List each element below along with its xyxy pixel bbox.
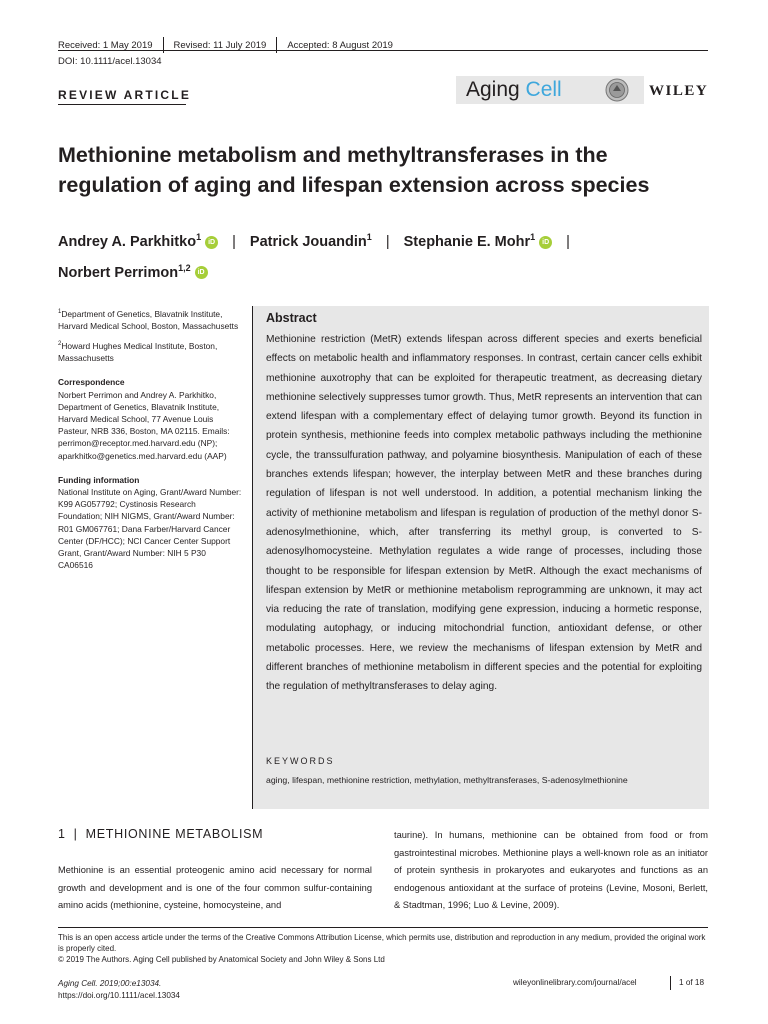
received-date: Received: 1 May 2019 <box>58 39 153 51</box>
author-divider: | <box>385 233 390 250</box>
header-rule <box>58 50 708 51</box>
section-divider: | <box>73 827 78 841</box>
accepted-date: Accepted: 8 August 2019 <box>287 39 393 51</box>
journal-name-part2: Cell <box>525 78 562 101</box>
journal-logo <box>466 78 562 102</box>
title-line: Methionine metabolism and methyltransferases in the <box>58 143 608 167</box>
abstract-text: Methionine restriction (MetR) extends lifespan across different species and exerts beneficial effects on metabolic health and inflammatory responses. In contrast, certain cancer cells exhibit methionine auxotrophy that can be exploited for therapeutic treatment, as decreasing dietary methionine selectively suppresses tumor growth. Thus, MetR represents an intervention that can extend lifespan with a complementary effect of delaying tumor growth. Beyond its function in protein synthesis, methionine feeds into complex metabolic pathways including the methionine cycle, the transsulfuration pathway, and polyamine biosynthesis. Manipulation of each of these branches extends lifespan; however, the interplay between MetR and these branches during regulation of lifespan is not well understood. In addition, a potential mechanism linking the activity of methionine metabolism and lifespan is regulation of production of the methyl donor S-adenosylmethionine, which, after transferring its methyl group, is converted to S-adenosylhomocysteine. Methylation regulates a wide range of processes, including those thought to be responsible for lifespan extension by MetR. Although the exact mechanisms of lifespan extension by MetR or methionine metabolism reprogramming are unknown, it may act via reducing the rate of translation, modifying gene expression, inducing a hormetic response, modulating autophagy, or inducing mitochondrial function, antioxidant defense, or other metabolic processes. Here, we review the mechanisms of lifespan extension by MetR and different branches of methionine metabolism in different species and the potential for exploiting the regulation of methyltransferases to delay aging. <box>266 334 702 693</box>
author-affiliation-sup: 1 <box>530 232 536 242</box>
section-number: 1 <box>58 827 66 841</box>
keywords-heading: KEYWORDS <box>266 756 335 766</box>
doi-link[interactable]: https://doi.org/10.1111/acel.13034 <box>58 991 180 1000</box>
correspondence-heading: Correspondence <box>58 377 125 388</box>
section-heading <box>58 827 263 841</box>
author-affiliation-sup: 1 <box>366 232 372 242</box>
orcid-icon[interactable]: iD <box>195 266 208 279</box>
author-name[interactable]: Patrick Jouandin <box>249 233 367 250</box>
affiliation-sup: 2 <box>58 341 62 348</box>
revised-date: Revised: 11 July 2019 <box>173 39 267 51</box>
citation-block <box>58 978 180 1002</box>
author-name[interactable]: Andrey A. Parkhitko <box>58 233 197 250</box>
society-seal-icon <box>604 78 630 102</box>
correspondence-text: Norbert Perrimon and Andrey A. Parkhitko, Department of Genetics, Blavatnik Institute, Harvard Medical School, 77 Avenue Louis Pasteur, NRB 336, Boston, MA 02115. Emails: perrimon@receptor.med.harvard.edu (NP); aparkhitko@genetics.med.harvard.edu (AAP) <box>58 389 230 461</box>
page-number: 1 of 18 <box>679 978 705 987</box>
license-text: This is an open access article under the terms of the Creative Commons Attribution License, which permits use, distribution and reproduction in any medium, provided the original work is properly cited. <box>58 933 706 953</box>
author-name[interactable]: Stephanie E. Mohr <box>403 233 531 250</box>
keywords-text: aging, lifespan, methionine restriction, methylation, methyltransferases, S-adenosylmethionine <box>266 775 628 785</box>
article-title <box>58 140 678 200</box>
article-sidebar <box>58 306 242 577</box>
article-type-underline <box>58 104 186 105</box>
affiliation-text: Howard Hughes Medical Institute, Boston, Massachusetts <box>58 341 218 364</box>
section-title: METHIONINE METABOLISM <box>85 827 264 841</box>
author-name[interactable]: Norbert Perrimon <box>58 264 179 281</box>
affiliation-1 <box>58 306 242 332</box>
funding-text: National Institute on Aging, Grant/Award Number: K99 AG057792; Cystinosis Research Foundation; NIH NIGMS, Grant/Award Number: R01 GM067761; Dana Farber/Harvard Cancer Center (DF/HCC); NCI Cancer Center Support Grant, Grant/Award Number: NIH 5 P30 CA06516 <box>58 487 242 571</box>
body-column-left: Methionine is an essential proteogenic amino acid necessary for normal growth and development and is one of the four common sulfur-containing amino acids (methionine, cysteine, homocysteine, and <box>58 865 372 910</box>
affiliation-text: Department of Genetics, Blavatnik Institute, Harvard Medical School, Boston, Massachusetts <box>58 308 239 331</box>
funding-heading: Funding information <box>58 474 140 485</box>
journal-name-part1: Aging <box>466 78 526 101</box>
citation: Aging Cell. 2019;00:e13034. <box>58 979 162 988</box>
author-list <box>58 224 718 286</box>
orcid-icon[interactable]: iD <box>539 236 552 249</box>
abstract-heading: Abstract <box>266 311 317 325</box>
affiliation-2 <box>58 338 242 364</box>
journal-url[interactable]: wileyonlinelibrary.com/journal/acel <box>513 978 637 987</box>
publisher-logo: WILEY <box>649 83 709 99</box>
article-type: REVIEW ARTICLE <box>58 88 192 102</box>
author-divider: | <box>566 233 570 250</box>
title-line: regulation of aging and lifespan extension across species <box>58 173 650 197</box>
author-divider: | <box>232 233 236 250</box>
orcid-icon[interactable]: iD <box>205 236 218 249</box>
doi[interactable]: DOI: 10.1111/acel.13034 <box>58 56 162 67</box>
page-divider <box>670 976 671 990</box>
license-note <box>58 932 708 965</box>
body-column-right: taurine). In humans, methionine can be obtained from food or from gastrointestinal microbes. Methionine plays a well-known role as an initiator of protein synthesis in prokaryotes and eukaryotes and functions as an endogenous antioxidant at the surface of proteins (Levine, Mosoni, Berlett, & Stadtman, 1996; Luo & Levine, 2009). <box>394 830 708 910</box>
author-affiliation-sup: 1,2 <box>178 262 191 273</box>
affiliation-sup: 1 <box>58 309 62 315</box>
author-affiliation-sup: 1 <box>196 232 202 242</box>
footer-rule <box>58 927 708 928</box>
copyright-text: © 2019 The Authors. Aging Cell published by Anatomical Society and John Wiley & Sons Ltd <box>58 955 385 964</box>
